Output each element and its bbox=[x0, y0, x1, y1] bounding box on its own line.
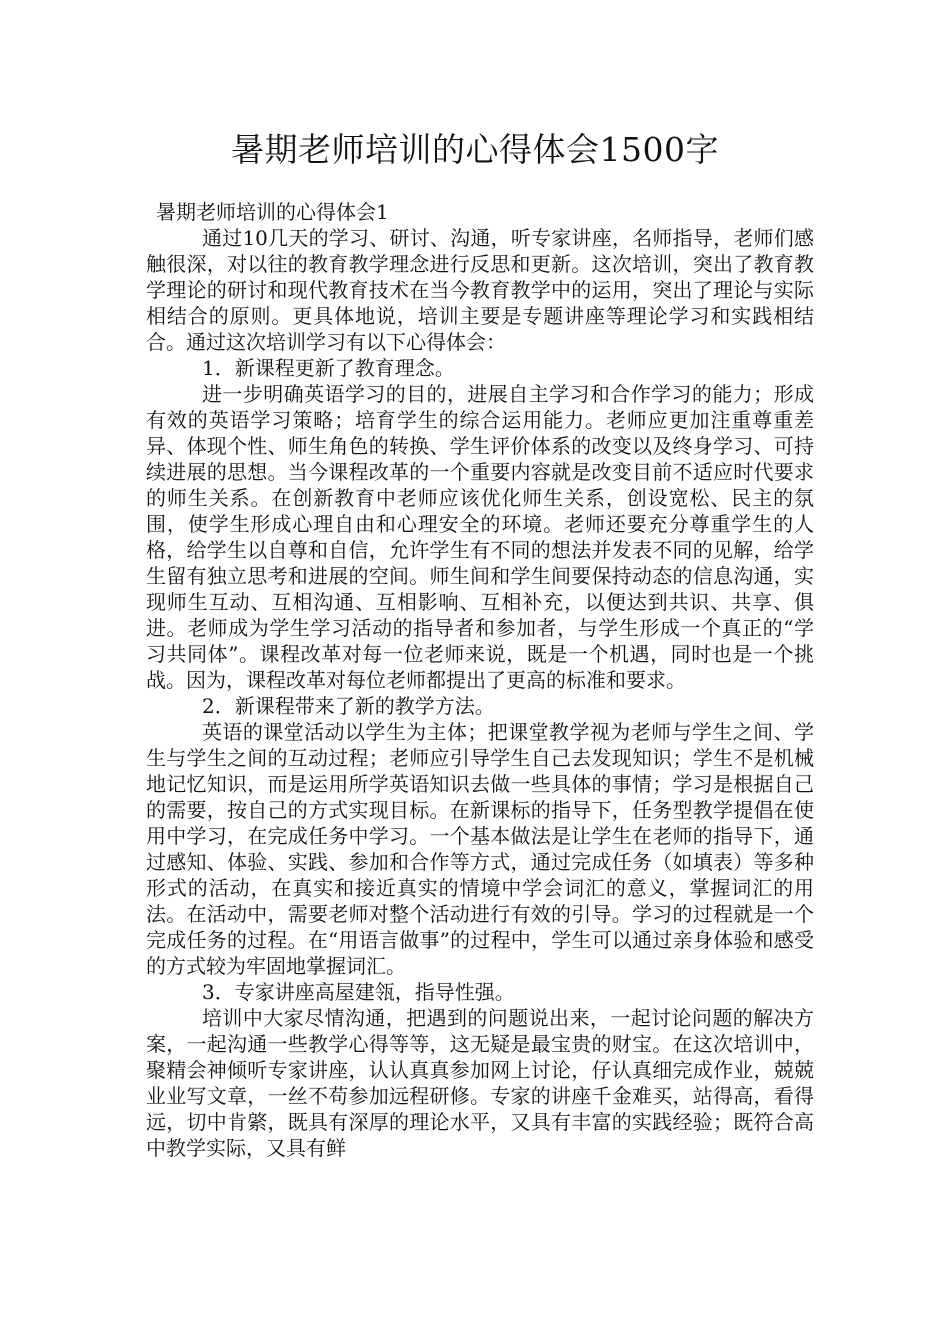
body-paragraph: 培训中大家尽情沟通，把遇到的问题说出来，一起讨论问题的解决方案，一起沟通一些教学心得等等，这无疑是最宝贵的财宝。在这次培训中，聚精会神倾听专家讲座，认认真真参加网上讨论，仔认真细完成作业，兢兢业业写文章，一丝不苟参加远程研修。专家的讲座千金难买，站得高，看得远，切中肯綮，既具有深厚的理论水平，又具有丰富的实践经验；既符合高中教学实际，又具有鲜 bbox=[146, 1006, 814, 1160]
document-body bbox=[146, 199, 814, 1161]
numbered-heading: 1．新课程更新了教育理念。 bbox=[202, 356, 455, 380]
body-paragraph: 通过10几天的学习、研讨、沟通，听专家讲座，名师指导，老师们感触很深，对以往的教育教学理念进行反思和更新。这次培训，突出了教育教学理论的研讨和现代教育技术在当今教育教学中的运用，突出了理论与实际相结合的原则。更具体地说，培训主要是专题讲座等理论学习和实践相结合。通过这次培训学习有以下心得体会： bbox=[146, 226, 814, 354]
body-paragraph: 进一步明确英语学习的目的，进展自主学习和合作学习的能力；形成有效的英语学习策略；培育学生的综合运用能力。老师应更加注重尊重差异、体现个性、师生角色的转换、学生评价体系的改变以及终身学习、可持续进展的思想。当今课程改革的一个重要内容就是改变目前不适应时代要求的师生关系。在创新教育中老师应该优化师生关系，创设宽松、民主的氛围，使学生形成心理自由和心理安全的环境。老师还要充分尊重学生的人格，给学生以自尊和自信，允许学生有不同的想法并发表不同的见解，给学生留有独立思考和进展的空间。师生间和学生间要保持动态的信息沟通，实现师生互动、互相沟通、互相影响、互相补充，以便达到共识、共享、俱进。老师成为学生学习活动的指导者和参加者，与学生形成一个真正的“学习共同体”。课程改革对每一位老师来说，既是一个机遇，同时也是一个挑战。因为，课程改革对每位老师都提出了更高的标准和要求。 bbox=[146, 382, 814, 692]
numbered-heading: 2．新课程带来了新的教学方法。 bbox=[202, 694, 495, 718]
section-heading: 暑期老师培训的心得体会1 bbox=[156, 200, 389, 224]
numbered-heading: 3．专家讲座高屋建瓴，指导性强。 bbox=[202, 980, 515, 1004]
body-paragraph: 英语的课堂活动以学生为主体；把课堂教学视为老师与学生之间、学生与学生之间的互动过程；老师应引导学生自己去发现知识；学生不是机械地记忆知识，而是运用所学英语知识去做一些具体的事情；学习是根据自己的需要，按自己的方式实现目标。在新课标的指导下，任务型教学提倡在使用中学习，在完成任务中学习。一个基本做法是让学生在老师的指导下，通过感知、体验、实践、参加和合作等方式，通过完成任务（如填表）等多种形式的活动，在真实和接近真实的情境中学会词汇的意义，掌握词汇的用法。在活动中，需要老师对整个活动进行有效的引导。学习的过程就是一个完成任务的过程。在“用语言做事”的过程中，学生可以通过亲身体验和感受的方式较为牢固地掌握词汇。 bbox=[146, 720, 814, 978]
document-title: 暑期老师培训的心得体会1500字 bbox=[231, 130, 719, 169]
